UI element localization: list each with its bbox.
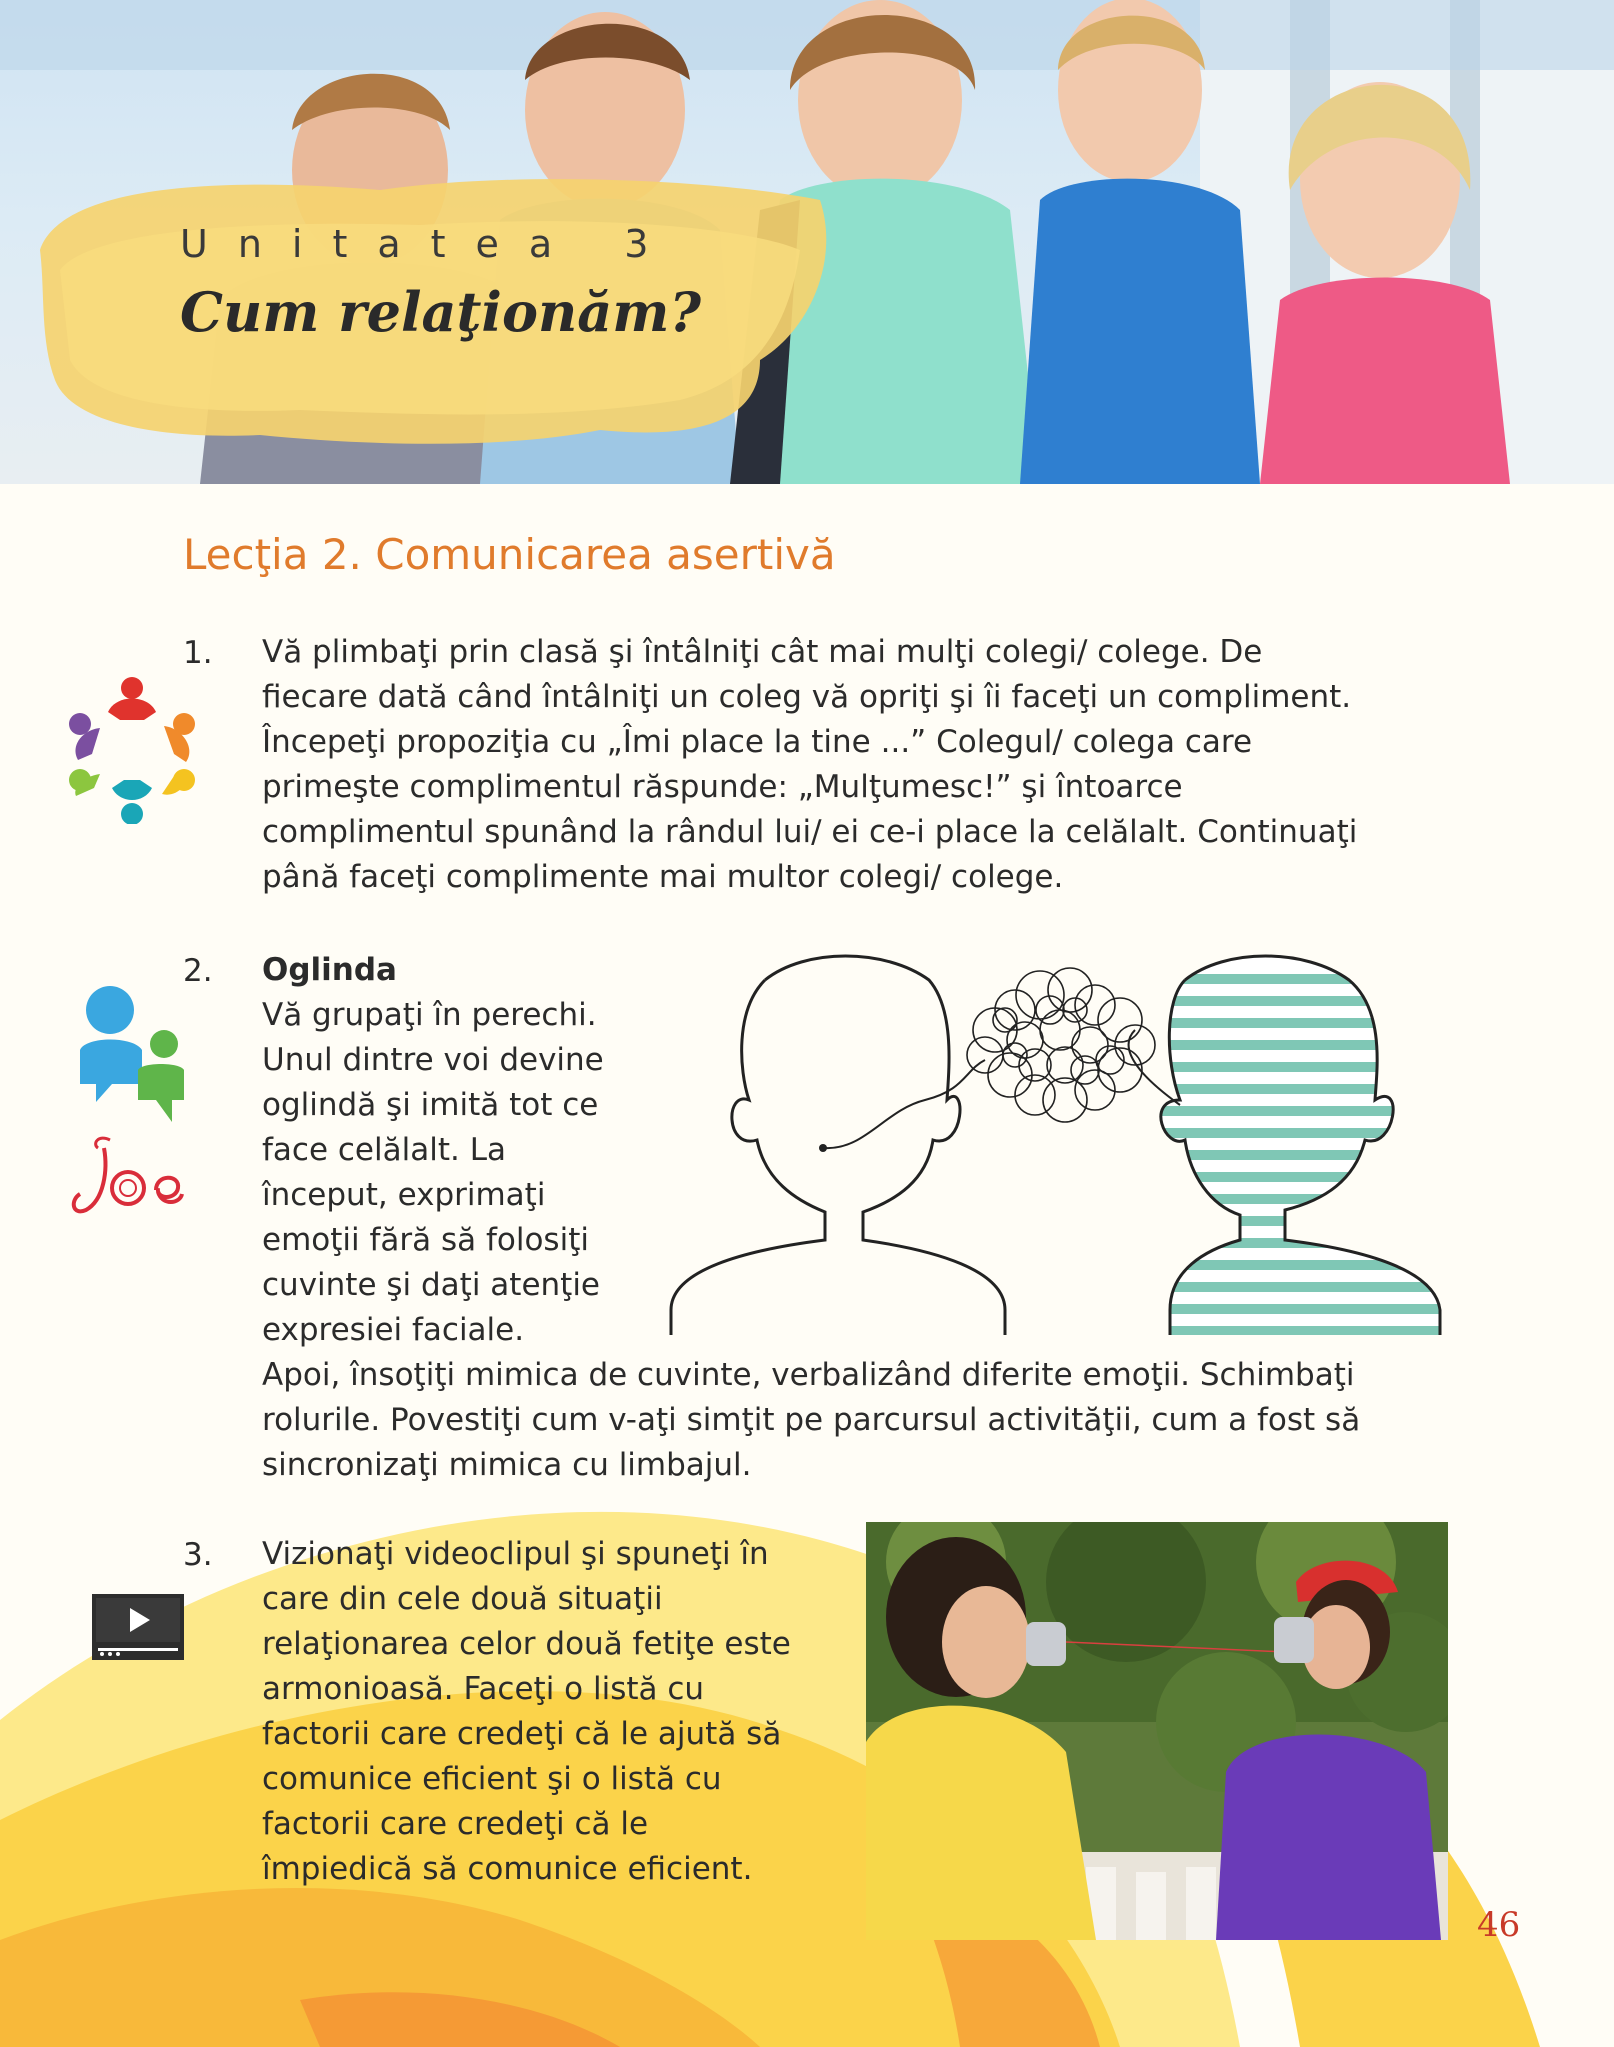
text-line: comunice eficient şi o listă cu bbox=[262, 1761, 722, 1797]
text-line: Vă grupaţi în perechi. bbox=[262, 997, 597, 1033]
group-collaboration-icon bbox=[64, 676, 200, 824]
text-line: primeşte complimentul răspunde: „Mulţumesc!” şi întoarce bbox=[262, 769, 1183, 805]
text-line: factorii care credeţi că le ajută să bbox=[262, 1716, 782, 1752]
text-line: Începeţi propoziţia cu „Îmi place la tine ...” Colegul/ colega care bbox=[262, 724, 1253, 760]
item-2-text bbox=[262, 993, 662, 1353]
video-player-icon bbox=[92, 1594, 184, 1660]
page-number: 46 bbox=[1477, 1905, 1521, 1945]
item-3-number: 3. bbox=[183, 1537, 213, 1573]
text-line: cuvinte şi daţi atenţie bbox=[262, 1267, 601, 1303]
text-line: până faceţi complimente mai multor colegi/ colege. bbox=[262, 859, 1064, 895]
text-line: sincronizaţi mimica cu limbajul. bbox=[262, 1447, 752, 1483]
unit-title: Cum relaţionăm? bbox=[180, 280, 701, 344]
two-heads-illustration bbox=[665, 950, 1450, 1335]
text-line: expresiei faciale. bbox=[262, 1312, 525, 1348]
text-line: armonioasă. Faceţi o listă cu bbox=[262, 1671, 705, 1707]
text-line: oglindă şi imită tot ce bbox=[262, 1087, 599, 1123]
item-2-title: Oglinda bbox=[262, 952, 397, 988]
item-3-text bbox=[262, 1532, 852, 1892]
joe-logo-icon bbox=[68, 1130, 188, 1226]
item-1-number: 1. bbox=[183, 635, 213, 671]
girls-tin-can-phone-photo bbox=[866, 1522, 1448, 1940]
text-line: Vizionaţi videoclipul şi spuneţi în bbox=[262, 1536, 769, 1572]
text-line: emoţii fără să folosiţi bbox=[262, 1222, 589, 1258]
pair-discussion-icon bbox=[76, 984, 184, 1124]
text-line: care din cele două situaţii bbox=[262, 1581, 663, 1617]
header-photo bbox=[0, 0, 1614, 484]
text-line: relaţionarea celor două fetiţe este bbox=[262, 1626, 791, 1662]
text-line: Apoi, însoţiţi mimica de cuvinte, verbalizând diferite emoţii. Schimbaţi bbox=[262, 1357, 1355, 1393]
text-line: fiecare dată când întâlniţi un coleg vă opriţi şi îi faceţi un compliment. bbox=[262, 679, 1352, 715]
item-2-continuation bbox=[262, 1353, 1482, 1488]
text-line: Vă plimbaţi prin clasă şi întâlniţi cât mai mulţi colegi/ colege. De bbox=[262, 634, 1263, 670]
text-line: început, exprimaţi bbox=[262, 1177, 546, 1213]
text-line: Unul dintre voi devine bbox=[262, 1042, 604, 1078]
text-line: factorii care credeţi că le bbox=[262, 1806, 649, 1842]
item-1-text bbox=[262, 630, 1482, 900]
text-line: complimentul spunând la rândul lui/ ei ce-i place la celălalt. Continuaţi bbox=[262, 814, 1358, 850]
item-2-number: 2. bbox=[183, 953, 213, 989]
unit-label: Unitatea 3 bbox=[180, 222, 679, 266]
text-line: rolurile. Povestiţi cum v-aţi simţit pe parcursul activităţii, cum a fost să bbox=[262, 1402, 1361, 1438]
text-line: împiedică să comunice eficient. bbox=[262, 1851, 753, 1887]
text-line: face celălalt. La bbox=[262, 1132, 506, 1168]
lesson-title: Lecţia 2. Comunicarea asertivă bbox=[183, 530, 836, 579]
